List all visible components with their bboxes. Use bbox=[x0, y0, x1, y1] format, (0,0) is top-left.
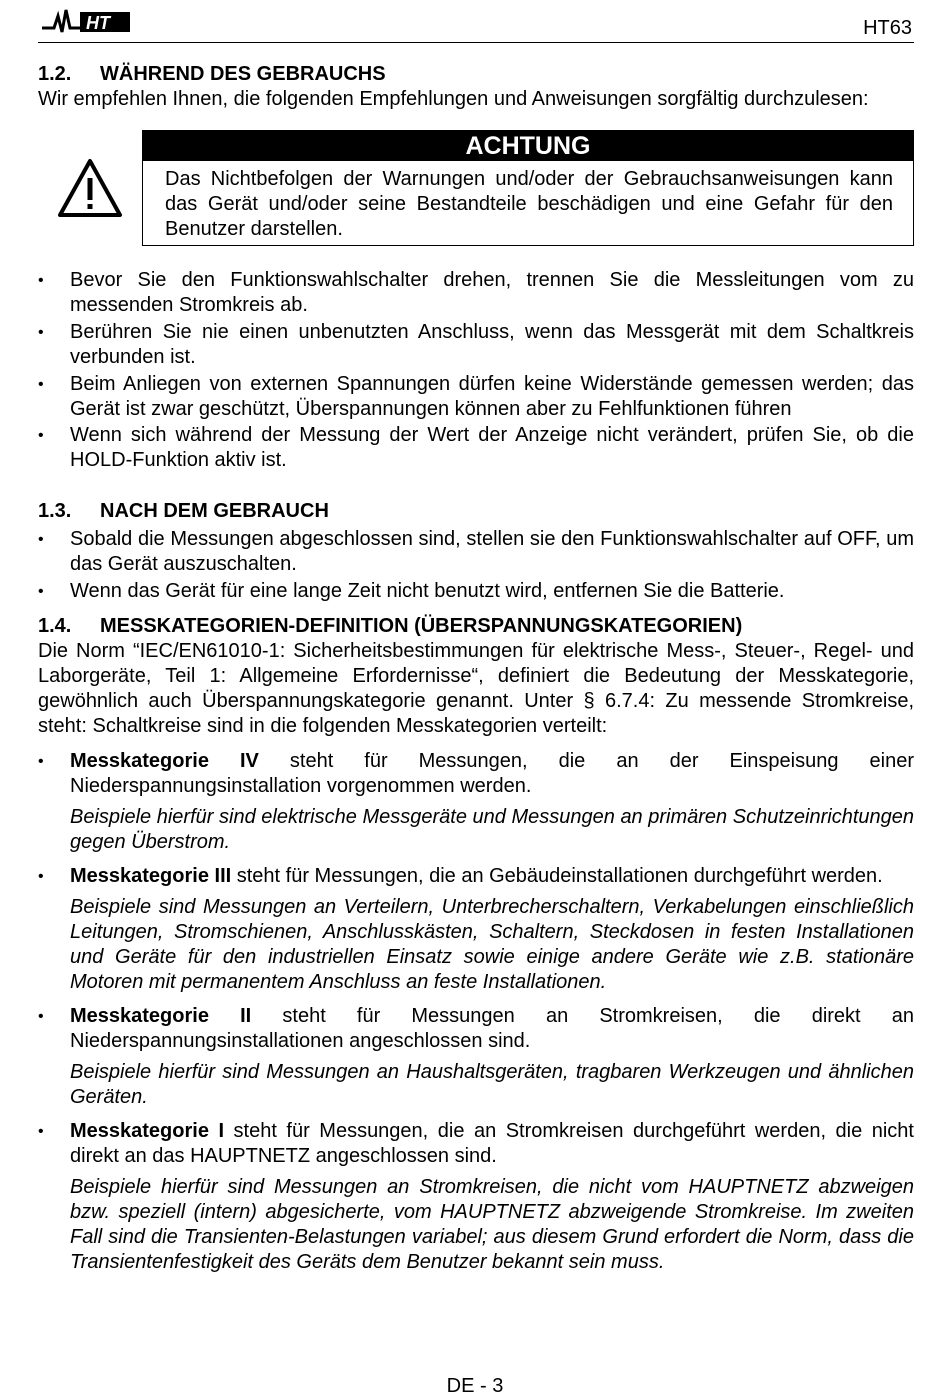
category-example: Beispiele hierfür sind Messungen an Haushaltsgeräten, tragbaren Werkzeugen und ähnlichen Geräten. bbox=[70, 1061, 914, 1108]
section-title: NACH DEM GEBRAUCH bbox=[100, 500, 329, 522]
category-name: Messkategorie IV bbox=[70, 750, 259, 772]
category-text: steht für Messungen an Stromkreisen, die direkt an Niederspannungsinstallationen angeschlossen sind. bbox=[70, 1005, 915, 1052]
section-title: WÄHREND DES GEBRAUCHS bbox=[100, 63, 386, 85]
section-number: 1.4. bbox=[38, 615, 72, 637]
list-item: • Beim Anliegen von externen Spannungen dürfen keine Widerstände gemessen werden; das Gerät ist zwar geschützt, Überspannungen können aber zu Fehlfunktionen führen bbox=[38, 372, 914, 422]
category-list bbox=[38, 749, 914, 1275]
category-item bbox=[38, 864, 914, 889]
logo-text: HT bbox=[86, 13, 110, 33]
page-number: DE - 3 bbox=[446, 1375, 504, 1397]
section-number: 1.3. bbox=[38, 500, 72, 522]
category-example: Beispiele hierfür sind elektrische Messgeräte und Messungen an primären Schutzeinrichtungen gegen Überstrom. bbox=[70, 806, 914, 853]
warning-block bbox=[38, 130, 914, 246]
after-use-list bbox=[38, 527, 914, 604]
usage-list bbox=[38, 268, 914, 473]
section-heading-1-4 bbox=[38, 614, 914, 639]
list-item: • Berühren Sie nie einen unbenutzten Anschluss, wenn das Messgerät mit dem Schaltkreis verbunden ist. bbox=[38, 320, 914, 370]
category-text: steht für Messungen, die an Gebäudeinstallationen durchgeführt werden. bbox=[231, 865, 883, 887]
list-item: • Wenn sich während der Messung der Wert der Anzeige nicht verändert, prüfen Sie, ob die HOLD-Funktion aktiv ist. bbox=[38, 423, 914, 473]
list-item: • Wenn das Gerät für eine lange Zeit nicht benutzt wird, entfernen Sie die Batterie. bbox=[38, 579, 914, 604]
warning-triangle-icon bbox=[38, 130, 142, 246]
doc-id: HT63 bbox=[863, 17, 912, 39]
category-text: steht für Messungen, die an Stromkreisen durchgeführt werden, die nicht direkt an das HAUPTNETZ angeschlossen sind. bbox=[70, 1120, 914, 1167]
category-name: Messkategorie I bbox=[70, 1120, 225, 1142]
category-example: Beispiele sind Messungen an Verteilern, Unterbrecherschaltern, Verkabelungen einschließlich Leitungen, Stromschienen, Anschlusskästen, Schaltern, Steckdosen in festen Installationen und Geräte für den industriellen Einsatz sowie einige andere Geräte wie z.B. stationäre Motoren mit permanentem Anschluss an feste Installationen. bbox=[70, 896, 914, 993]
section-heading-1-2 bbox=[38, 62, 914, 87]
warning-title: ACHTUNG bbox=[143, 131, 913, 161]
category-item bbox=[38, 1004, 914, 1054]
section-heading-1-3 bbox=[38, 499, 914, 524]
category-item bbox=[38, 749, 914, 799]
warning-text: Das Nichtbefolgen der Warnungen und/oder der Gebrauchsanweisungen kann das Gerät und/oder seine Bestandteile beschädigen und eine Gefahr für den Benutzer darstellen. bbox=[165, 168, 893, 240]
category-name: Messkategorie III bbox=[70, 865, 232, 887]
section-title: MESSKATEGORIEN-DEFINITION (ÜBERSPANNUNGSKATEGORIEN) bbox=[100, 615, 743, 637]
page-header bbox=[38, 4, 914, 43]
page-content bbox=[38, 62, 914, 1275]
list-item: • Sobald die Messungen abgeschlossen sind, stellen sie den Funktionswahlschalter auf OFF, um das Gerät auszuschalten. bbox=[38, 527, 914, 577]
ht-logo bbox=[40, 6, 140, 36]
category-item bbox=[38, 1119, 914, 1169]
list-item: • Bevor Sie den Funktionswahlschalter drehen, trennen Sie die Messleitungen vom zu messenden Stromkreis ab. bbox=[38, 268, 914, 318]
intro-paragraph: Wir empfehlen Ihnen, die folgenden Empfehlungen und Anweisungen sorgfältig durchzulesen: bbox=[38, 88, 869, 110]
section-number: 1.2. bbox=[38, 63, 72, 85]
norm-paragraph: Die Norm “IEC/EN61010-1: Sicherheitsbestimmungen für elektrische Mess-, Steuer-, Regel- und Laborgeräte, Teil 1: Allgemeine Erfordernisse“, definiert die Bedeutung der Messkategorie, gewöhnlich auch Überspannungskategorie genannt. Unter § 6.7.4: Zu messende Stromkreise, steht: Schaltkreise sind in die folgenden Messkategorien verteilt: bbox=[38, 640, 914, 737]
warning-box bbox=[142, 130, 914, 246]
category-text: steht für Messungen, die an der Einspeisung einer Niederspannungsinstallation vorgenommen werden. bbox=[70, 750, 914, 797]
category-name: Messkategorie II bbox=[70, 1005, 252, 1027]
category-example: Beispiele hierfür sind Messungen an Stromkreisen, die nicht vom HAUPTNETZ abzweigen bzw. speziell (intern) abgesicherte, vom HAUPTNETZ abzweigende Stromkreise. Im zweiten Fall sind die Transienten-Belastungen variabel; aus diesem Grund erfordert die Norm, dass die Transientenfestigkeit des Geräts dem Benutzer bekannt sein muss. bbox=[70, 1176, 914, 1273]
